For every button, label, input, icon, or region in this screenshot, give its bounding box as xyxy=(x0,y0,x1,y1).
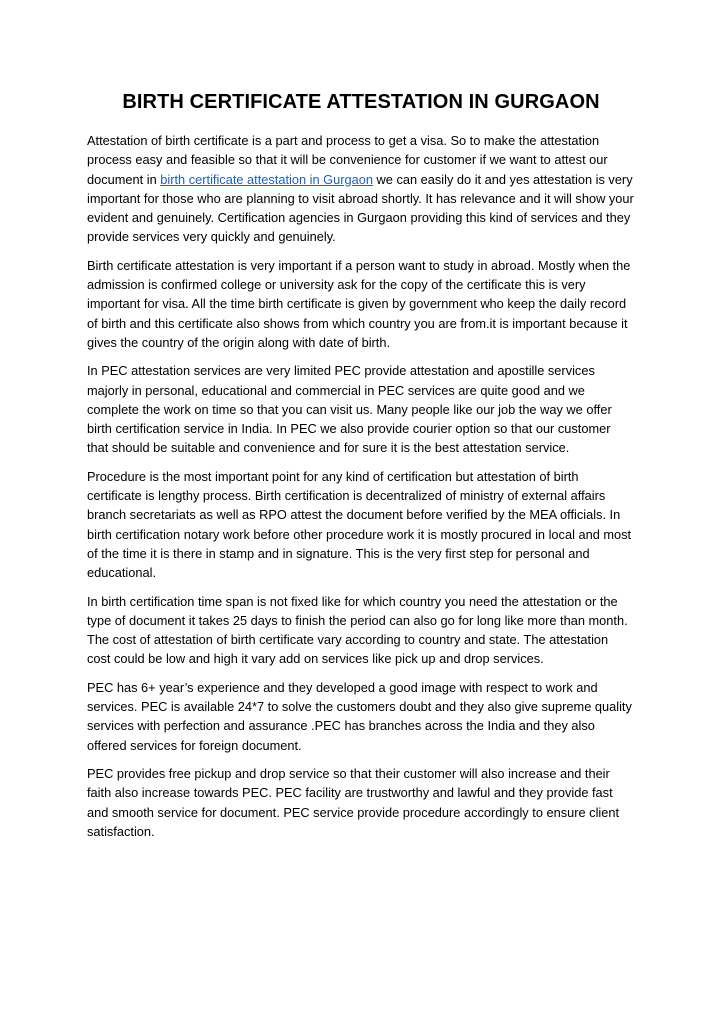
birth-certificate-attestation-link[interactable]: birth certificate attestation in Gurgaon xyxy=(160,171,373,187)
paragraph-pickup-drop: PEC provides free pickup and drop service so that their customer will also increase and their faith also increase towards PEC. PEC facility are trustworthy and lawful and they provide fast and smooth service for document. PEC service provide procedure accordingly to ensure client satisfaction. xyxy=(87,765,620,839)
paragraph-pec-services: In PEC attestation services are very limited PEC provide attestation and apostille services majorly in personal, educational and commercial in PEC services are quite good and we complete the work on time so that you can visit us. Many people like our job the way we offer birth certification service in India. In PEC we also provide courier option so that our customer that should be suitable and convenience and for sure it is the best attestation service. xyxy=(87,363,612,456)
paragraph-pec-experience: PEC has 6+ year’s experience and they developed a good image with respect to work and services. PEC is available 24*7 to solve the customers doubt and they also give supreme quality services with perfection and assurance .PEC has branches across the India and they also offered services for foreign document. xyxy=(87,679,632,753)
paragraph-intro-text-after: we can easily do it and yes attestation is very important for those who are planning to visit abroad shortly. It has relevance and it will show your evident and genuinely. Certification agencies in Gurgaon providing this kind of services and they provide services very quickly and genuinely. xyxy=(87,171,634,245)
paragraph-intro xyxy=(87,131,635,247)
paragraph-importance: Birth certificate attestation is very important if a person want to study in abroad. Mostly when the admission is confirmed college or university ask for the copy of the certificate this is very important for visa. All the time birth certificate is given by government who keep the daily record of birth and this certificate also shows from which country you are from.it is important because it gives the country of the origin along with date of birth. xyxy=(87,257,631,350)
paragraph-procedure: Procedure is the most important point for any kind of certification but attestation of birth certificate is lengthy process. Birth certification is decentralized of ministry of external affairs branch secretariats as well as RPO attest the document before verified by the MEA officials. In birth certification notary work before other procedure work it is mostly procured in local and most of the time it is there in stamp and in signature. This is the very first step for personal and educational. xyxy=(87,468,632,581)
document-page xyxy=(87,88,635,850)
paragraph-intro-text-before: Attestation of birth certificate is a part and process to get a visa. So to make the attestation process easy and feasible so that it will be convenience for customer if we want to attest our document in xyxy=(87,133,608,187)
document-title: BIRTH CERTIFICATE ATTESTATION IN GURGAON xyxy=(122,91,600,113)
paragraph-time-span: In birth certification time span is not fixed like for which country you need the attestation or the type of document it takes 25 days to finish the period can also go for long like more than month. The cost of attestation of birth certificate vary according to country and state. The attestation cost could be low and high it vary add on services like pick up and drop services. xyxy=(87,593,628,667)
